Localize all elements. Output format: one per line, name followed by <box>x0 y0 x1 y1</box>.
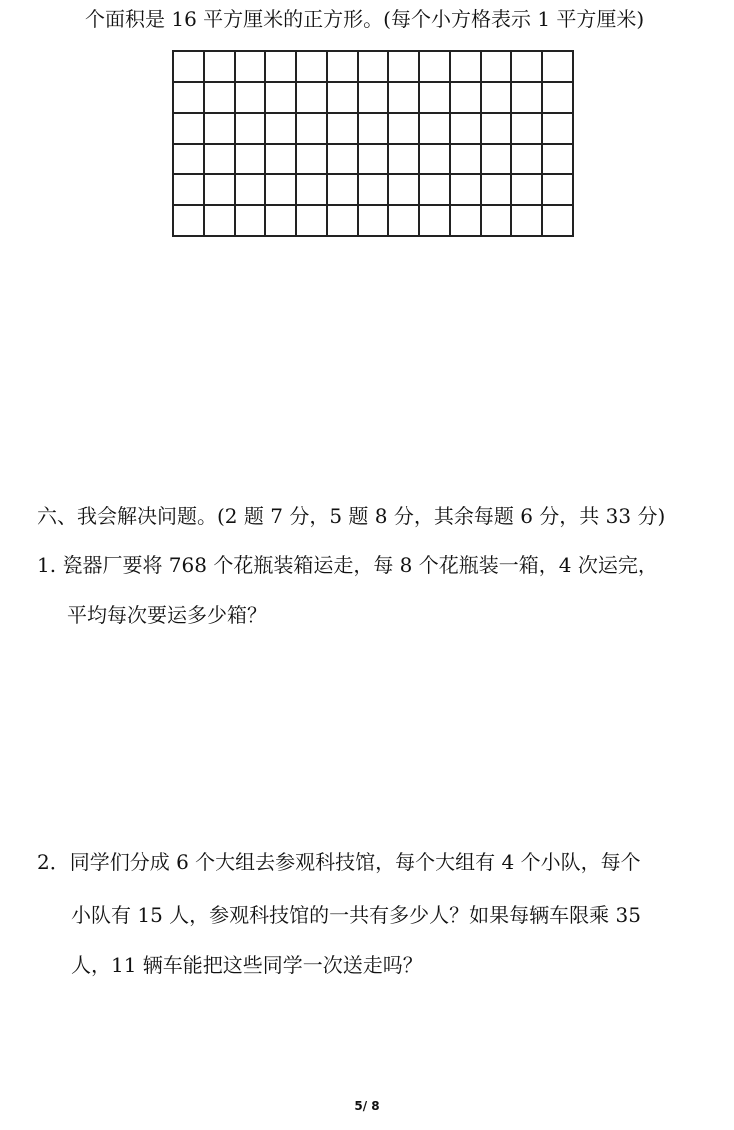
grid-cell <box>205 83 236 114</box>
grid-cell <box>359 175 390 206</box>
grid-cell <box>205 206 236 237</box>
grid-cell <box>236 52 267 83</box>
problem-1-line-2: 平均每次要运多少箱？ <box>67 603 267 627</box>
grid-cell <box>543 206 574 237</box>
grid-cell <box>297 145 328 176</box>
grid-cell <box>512 175 543 206</box>
grid-cell <box>205 52 236 83</box>
grid-cell <box>328 206 359 237</box>
grid-cell <box>266 145 297 176</box>
grid-cell <box>205 114 236 145</box>
grid-cell <box>359 83 390 114</box>
grid-cell <box>328 175 359 206</box>
grid-cell <box>512 114 543 145</box>
grid-instruction: 个面积是 16 平方厘米的正方形。(每个小方格表示 1 平方厘米) <box>85 7 645 31</box>
section-heading: 六、我会解决问题。(2 题 7 分，5 题 8 分，其余每题 6 分，共 33 分) <box>37 504 666 528</box>
grid-cell <box>512 145 543 176</box>
grid-cell <box>389 145 420 176</box>
grid-cell <box>297 175 328 206</box>
grid-cell <box>451 114 482 145</box>
grid-cell <box>482 175 513 206</box>
grid-cell <box>543 145 574 176</box>
problem-2-line-2: 小队有 15 人，参观科技馆的一共有多少人？如果每辆车限乘 35 <box>71 903 641 927</box>
page-number: 5/ 8 <box>354 1099 380 1113</box>
grid-cell <box>420 114 451 145</box>
grid-cell <box>389 52 420 83</box>
grid-cell <box>482 145 513 176</box>
grid-cell <box>266 114 297 145</box>
grid-cell <box>236 175 267 206</box>
grid-cell <box>266 206 297 237</box>
grid-cell <box>389 175 420 206</box>
grid-cell <box>451 145 482 176</box>
grid-cell <box>205 175 236 206</box>
grid-cell <box>328 145 359 176</box>
grid-cell <box>420 145 451 176</box>
grid-cell <box>174 145 205 176</box>
grid-cell <box>359 114 390 145</box>
grid-cell <box>451 52 482 83</box>
grid-cell <box>512 83 543 114</box>
grid-cell <box>297 114 328 145</box>
grid-cell <box>389 83 420 114</box>
grid-cell <box>420 206 451 237</box>
grid-cell <box>359 206 390 237</box>
grid-cell <box>266 175 297 206</box>
grid-cell <box>174 114 205 145</box>
grid-cell <box>297 52 328 83</box>
grid-cell <box>389 206 420 237</box>
grid-cell <box>482 206 513 237</box>
grid-cell <box>482 114 513 145</box>
grid-cell <box>451 206 482 237</box>
grid-cell <box>543 83 574 114</box>
grid-cell <box>328 83 359 114</box>
grid-cell <box>236 206 267 237</box>
grid-cell <box>174 206 205 237</box>
grid-cell <box>512 52 543 83</box>
grid-cell <box>205 145 236 176</box>
grid-cell <box>266 52 297 83</box>
grid-cell <box>420 175 451 206</box>
grid-cell <box>451 83 482 114</box>
grid-cell <box>359 52 390 83</box>
grid-cell <box>543 52 574 83</box>
grid-cell <box>389 114 420 145</box>
grid-cell <box>297 206 328 237</box>
grid-cell <box>328 114 359 145</box>
grid-cell <box>236 83 267 114</box>
grid-cell <box>328 52 359 83</box>
grid-cell <box>482 52 513 83</box>
grid-cell <box>297 83 328 114</box>
problem-1-line-1: 1. 瓷器厂要将 768 个花瓶装箱运走，每 8 个花瓶装一箱，4 次运完， <box>37 553 658 577</box>
grid-cell <box>451 175 482 206</box>
grid-cell <box>482 83 513 114</box>
grid-cell <box>359 145 390 176</box>
problem-2-line-1: 2．同学们分成 6 个大组去参观科技馆，每个大组有 4 个小队，每个 <box>37 850 641 874</box>
grid-cell <box>236 114 267 145</box>
grid-cell <box>174 175 205 206</box>
grid-cell <box>543 114 574 145</box>
square-grid <box>172 50 574 237</box>
grid-cell <box>420 83 451 114</box>
grid-cell <box>420 52 451 83</box>
grid-cell <box>543 175 574 206</box>
problem-2-line-3: 人，11 辆车能把这些同学一次送走吗？ <box>71 953 423 977</box>
grid-cell <box>266 83 297 114</box>
grid-cell <box>174 52 205 83</box>
grid-cell <box>512 206 543 237</box>
grid-cell <box>174 83 205 114</box>
grid-cell <box>236 145 267 176</box>
